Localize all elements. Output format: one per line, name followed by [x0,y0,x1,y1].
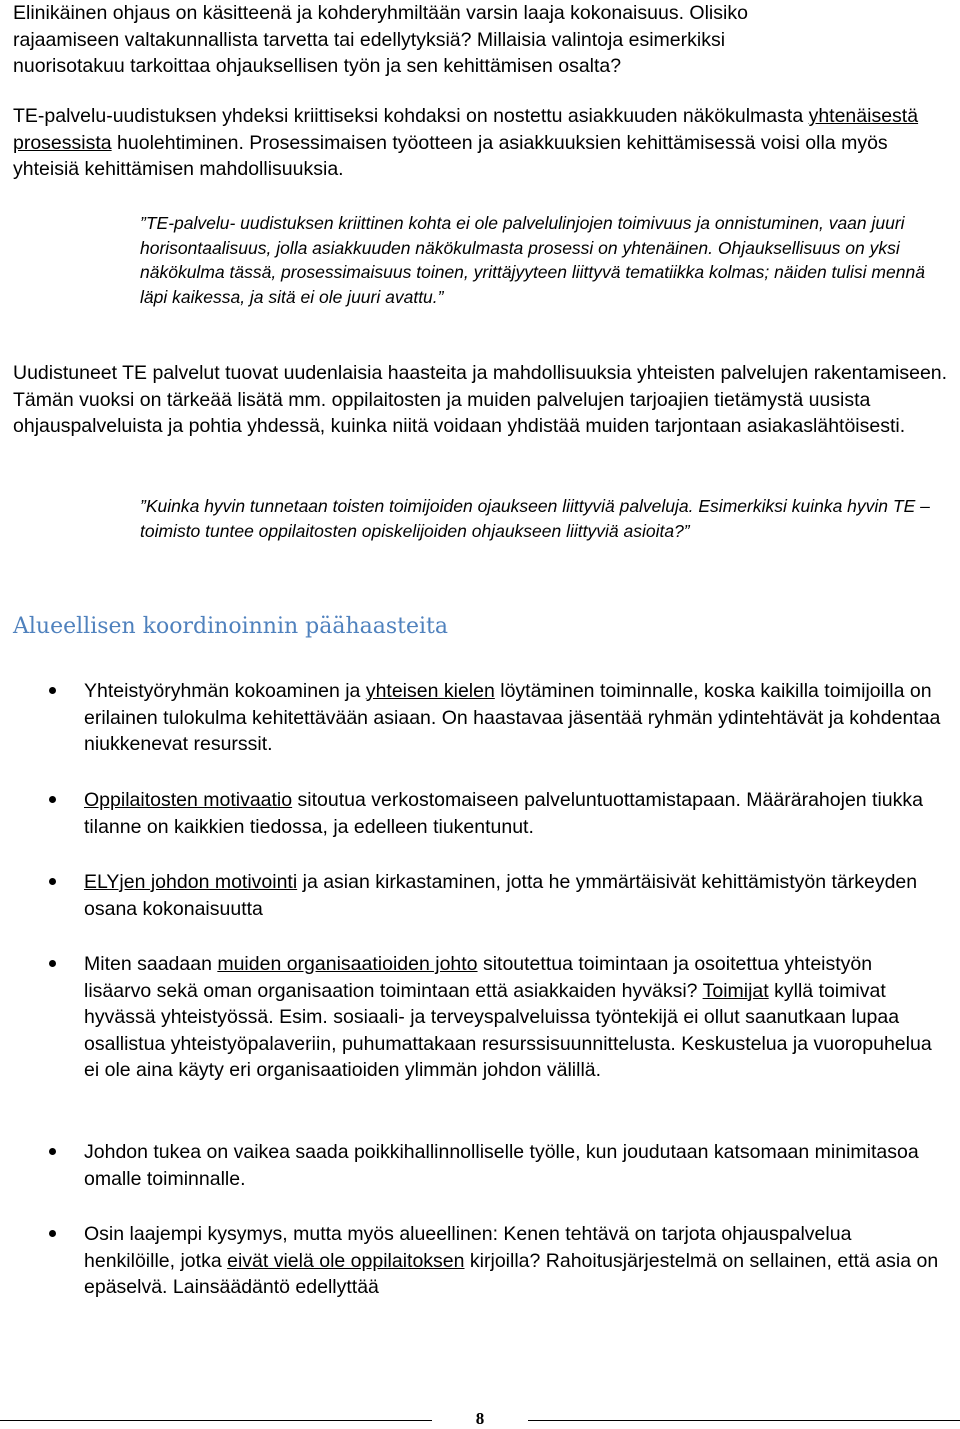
list-item-text: sitoutettua toimintaan ja osoitettua yhteistyön lisäarvo sekä oman organisaation toimintaan että asiakkaiden hyväksi? [84,953,873,1002]
footer-rule-left [0,1420,432,1421]
footer-rule-right [528,1420,960,1421]
bullet-icon [49,960,56,967]
bullet-icon [49,796,56,803]
unified-process-link: yhtenäisestä prosessista [13,105,919,154]
bullet-icon [49,1148,56,1155]
list-item-text: kirjoilla? Rahoitusjärjestelmä on sellainen, että asia on epäselvä. Lainsäädäntö edellyttää [84,1249,939,1299]
te-reform-text-end: huolehtiminen. Prosessimaisen työotteen ja asiakkuuksien kehittämisessä voisi olla myös yhteisiä kehittämisen mahdollisuuksia. [13,131,888,181]
intro-paragraph [13,0,948,80]
bullet-icon [49,878,56,885]
bullet-icon [49,687,56,694]
renewed-services-paragraph: Uudistuneet TE palvelut tuovat uudenlaisia haasteita ja mahdollisuuksia yhteisten palvelujen rakentamiseen. Tämän vuoksi on tärkeää lisätä mm. oppilaitosten ja muiden palvelujen tarjoajien tietämystä uusista ohjauspalveluista ja pohtia yhdessä, kuinka niitä voidaan yhdistää muiden tarjontaan asiakaslähtöisesti. [13,362,948,438]
actors-link: Toimijat [702,979,769,1002]
list-item [84,1139,944,1192]
intro-line-1: Elinikäinen ohjaus on käsitteenä ja kohderyhmiltään varsin laaja kokonaisuus. Olisiko [13,2,748,24]
te-reform-text-start: TE-palvelu-uudistuksen yhdeksi kriittiseksi kohdaksi on nostettu asiakkuuden näkökulmasta [13,105,809,127]
section-heading: Alueellisen koordinoinnin päähaasteita [13,614,449,639]
list-item [84,678,944,758]
intro-line-3: nuorisotakuu tarkoittaa ohjauksellisen työn ja sen kehittämisen osalta? [13,55,622,78]
list-item-text: sitoutua verkostomaiseen palveluntuottamistapaan. Määrärahojen tiukka tilanne on kaikkien tiedossa, ja edelleen tiukentunut. [84,789,923,838]
list-item [84,787,944,840]
te-reform-paragraph [13,103,948,183]
list-item-text: ja asian kirkastaminen, jotta he ymmärtäisivät kehittämistyön tärkeyden osana kokonaisuutta [84,871,918,920]
ely-management-link: ELYjen johdon motivointi [84,871,298,893]
page-number: 8 [475,1409,485,1428]
quote-services-knowledge: ”Kuinka hyvin tunnetaan toisten toimijoiden ojaukseen liittyviä palveluja. Esimerkiksi kuinka hyvin TE – toimisto tuntee oppilaitosten opiskelijoiden ohjaukseen liittyviä asioita?” [140,496,930,541]
list-item-text: Johdon tukea on vaikea saada poikkihallinnolliselle työlle, kun joudutaan katsomaan minimitasoa omalle toiminnalle. [84,1141,919,1190]
bullet-icon [49,1230,56,1237]
common-language-link: yhteisen kielen [365,680,495,702]
quote-horizontality: ”TE-palvelu- uudistuksen kriittinen kohta ei ole palvelulinjojen toimivuus ja onnistuminen, vaan juuri horisontaalisuus, jolla asiakkuuden näkökulmasta prosessi on yhtenäinen. Ohjauksellisuus on yksi näkökulma tässä, prosessimaisuus toinen, yrittäjyyteen liittyvä tematiikka kolmas; näiden tulisi mennä läpi kaikessa, ja sitä ei ole juuri avattu.” [140,213,925,307]
list-item-text: kyllä toimivat hyvässä yhteistyössä. Esim. sosiaali- ja terveyspalveluissa työntekijä ei ollut saanutkaan lupaa osallistua yhteistyöpalaveriin, puhumattakaan resurssisuunnittelusta. Keskustelua ja vuoropuhelua ei ole aina käyty eri organisaatioiden ylimmän johdon välillä. [84,979,932,1082]
other-org-management-link: muiden organisaatioiden johto [217,953,478,975]
list-item-text: Miten saadaan [84,953,218,975]
list-item-text: Osin laajempi kysymys, mutta myös alueellinen: Kenen tehtävä on tarjota ohjauspalvelua henkilöille, jotka [84,1223,852,1272]
list-item [84,869,944,922]
list-item [84,1221,944,1301]
intro-line-2: rajaamiseen valtakunnallista tarvetta tai edellytyksiä? Millaisia valintoja esimerkiksi [13,28,726,51]
institution-motivation-link: Oppilaitosten motivaatio [84,789,293,811]
list-item [84,951,944,1084]
list-item-text: Yhteistyöryhmän kokoaminen ja [84,680,366,702]
list-item-text: löytäminen toiminnalle, koska kaikilla toimijoilla on erilainen tulokulma kehitettävään asiaan. On haastavaa jäsentää ryhmän ydintehtävät ja kohdentaa niukkenevat resurssit. [84,680,941,756]
not-yet-enrolled-link: eivät vielä ole oppilaitoksen [227,1249,465,1272]
